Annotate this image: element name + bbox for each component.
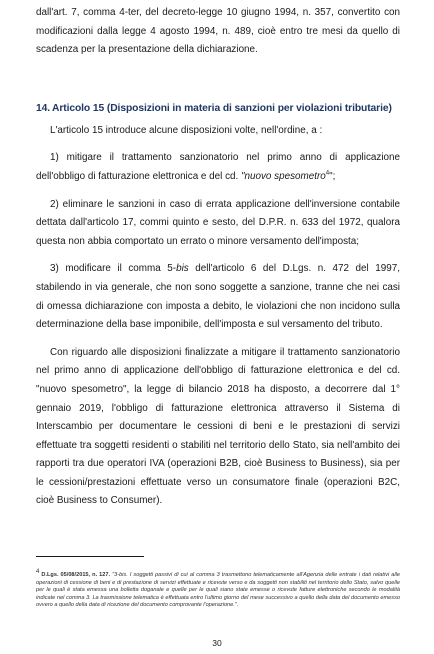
- footnote-text: "3-bis. I soggetti passivi di cui al comma 3 trasmettono telematicamente all'Agenzia delle entrate i dati relativi alle operazioni di cessione di beni e di prestazione di servizi effettuate e ricevute verso e da soggetti non stabiliti nel territorio dello Stato, salvo quelle per le quali è stata emessa una bolletta doganale e quelle per le quali siano state emesse o ricevute fatture elettroniche secondo le modalità indicate nel comma 3. La trasmissione telematica è effettuata entro l'ultimo giorno del mese successivo a quello della data del documento emesso ovvero a quello della data di ricezione del documento comprovante l'operazione.".: [36, 572, 400, 609]
- list-item-1: 1) mitigare il trattamento sanzionatorio nel primo anno di applicazione dell'obbligo di fatturazione elettronica e del cd. "nuovo spesometro$^4$";: [36, 152, 400, 182]
- page-number: 30: [212, 638, 222, 648]
- footnote-lead: D.Lgs. 05/08/2015, n. 127.: [41, 572, 111, 578]
- list-item-2: 2) eliminare le sanzioni in caso di errata applicazione dell'inversione contabile dettata dall'articolo 17, commi quinto e sesto, del D.P.R. n. 633 del 1972, qualora questa non abbia comportato un errato o minore versamento dell'imposta;: [36, 198, 400, 247]
- footnote-separator: [36, 556, 144, 557]
- closing-paragraph: Con riguardo alle disposizioni finalizzate a mitigare il trattamento sanzionatorio nel primo anno di applicazione dell'obbligo di fatturazione elettronica e del cd. "nuovo spesometro", la legge di bilancio 2018 ha disposto, a decorrere dal 1° gennaio 2019, l'obbligo di fatturazione elettronica attraverso il Sistema di Interscambio per documentare le cessioni di beni e le prestazioni di servizi effettuate tra soggetti residenti o stabiliti nel territorio dello Stato, sia nell'ambito dei rapporti tra due operatori IVA (operazioni B2B, cioè Business to Business), sia per le cessioni/prestazioni effettuate verso un consumatore finale (operazioni B2C, cioè Business to Consumer).: [36, 346, 400, 507]
- italic-text: bis: [176, 263, 189, 275]
- section-heading: [36, 100, 400, 118]
- italic-text: "nuovo spesometro: [241, 170, 326, 182]
- section-number: 14.: [36, 102, 51, 114]
- intro-paragraph: dall'art. 7, comma 4-ter, del decreto-legge 10 giugno 1994, n. 357, convertito con modificazioni dalla legge 4 agosto 1994, n. 489, cioè entro tre mesi da quello di scadenza per la presentazione della dichiarazione.: [36, 7, 400, 56]
- footnote-marker: 4: [36, 569, 40, 576]
- footnote-ref: 4: [325, 170, 330, 177]
- lead-paragraph: L'articolo 15 introduce alcune disposizioni volte, nell'ordine, a :: [50, 124, 323, 136]
- footnote: [36, 569, 400, 610]
- section-title: Articolo 15 (Disposizioni in materia di sanzioni per violazioni tributarie): [52, 102, 392, 114]
- list-item-3: 3) modificare il comma 5-bis dell'articolo 6 del D.Lgs. n. 472 del 1997, stabilendo in via generale, che non sono soggette a sanzione, tranne che nei casi di omessa dichiarazione con imposta a debito, le violazioni che non incidono sulla determinazione della base imponibile, dell'imposta e sul versamento del tributo.: [36, 263, 400, 331]
